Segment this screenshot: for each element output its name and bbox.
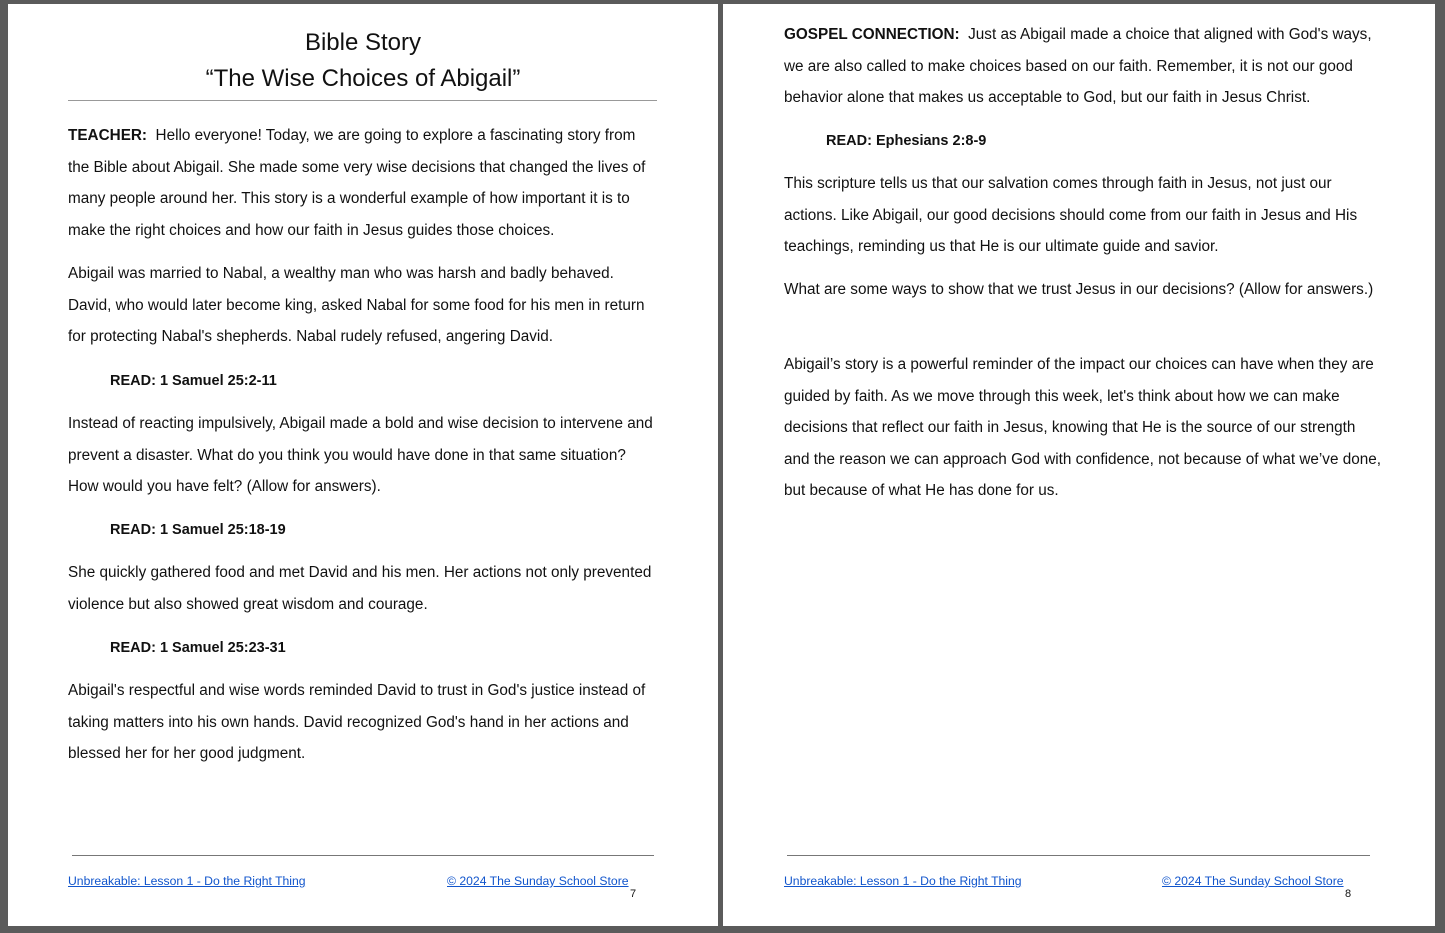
teacher-paragraph	[68, 120, 658, 246]
document-page-8	[723, 4, 1435, 926]
gospel-connection-paragraph	[784, 19, 1384, 114]
read-reference: READ: 1 Samuel 25:23-31	[110, 640, 286, 656]
footer-lesson-link[interactable]: Unbreakable: Lesson 1 - Do the Right Thing	[784, 874, 1022, 888]
impulsive-paragraph: Instead of reacting impulsively, Abigail made a bold and wise decision to intervene and prevent a disaster. What do you think you would have done in that same situation? How would you have felt? (Allow for answers).	[68, 415, 653, 495]
salvation-paragraph: This scripture tells us that our salvation comes through faith in Jesus, not just our actions. Like Abigail, our good decisions should come from our faith in Jesus and His teachings, reminding us that He is our ultimate guide and savior.	[784, 175, 1358, 255]
read-reference: READ: Ephesians 2:8-9	[826, 133, 987, 149]
respectful-words-paragraph: Abigail's respectful and wise words reminded David to trust in God's justice instead of taking matters into his own hands. David recognized God's hand in her actions and blessed her for her good judgment.	[68, 682, 646, 762]
footer-copyright-link[interactable]: © 2024 The Sunday School Store	[447, 874, 629, 888]
footer-divider	[787, 855, 1370, 856]
document-page-7	[8, 4, 718, 926]
read-reference: READ: 1 Samuel 25:2-11	[110, 373, 277, 389]
reminder-paragraph: Abigail’s story is a powerful reminder of the impact our choices can have when they are guided by faith. As we move through this week, let's think about how we can make decisions that reflect our faith in Jesus, knowing that He is the source of our strength and the reason we can approach God with confidence, not because of what we’ve done, but because of what He has done for us.	[784, 356, 1381, 499]
page-title	[8, 25, 718, 97]
page-number: 8	[1345, 888, 1352, 900]
read-reference: READ: 1 Samuel 25:18-19	[110, 522, 286, 538]
gospel-text: Just as Abigail made a choice that aligned with God's ways, we are also called to make choices based on our faith. Remember, it is not our good behavior alone that makes us acceptable to God, but our faith in Jesus Christ.	[784, 26, 1372, 106]
page-number: 7	[630, 888, 637, 900]
title-line-2: “The Wise Choices of Abigail”	[205, 65, 521, 92]
footer-lesson-link[interactable]: Unbreakable: Lesson 1 - Do the Right Thing	[68, 874, 306, 888]
footer-divider	[72, 855, 654, 856]
gathered-food-paragraph: She quickly gathered food and met David and his men. Her actions not only prevented violence but also showed great wisdom and courage.	[68, 564, 652, 613]
nabal-paragraph: Abigail was married to Nabal, a wealthy man who was harsh and badly behaved. David, who would later become king, asked Nabal for some food for his men in return for protecting Nabal's shepherds. Nabal rudely refused, angering David.	[68, 265, 645, 345]
teacher-text: Hello everyone! Today, we are going to explore a fascinating story from the Bible about Abigail. She made some very wise decisions that changed the lives of many people around her. This story is a wonderful example of how important it is to make the right choices and how our faith in Jesus guides those choices.	[68, 127, 646, 239]
teacher-label: TEACHER:	[68, 127, 148, 144]
title-line-1: Bible Story	[304, 29, 422, 56]
gospel-label: GOSPEL CONNECTION:	[784, 26, 960, 43]
question-paragraph: What are some ways to show that we trust Jesus in our decisions? (Allow for answers.)	[784, 281, 1374, 298]
footer-copyright-link[interactable]: © 2024 The Sunday School Store	[1162, 874, 1344, 888]
title-divider	[68, 100, 657, 101]
